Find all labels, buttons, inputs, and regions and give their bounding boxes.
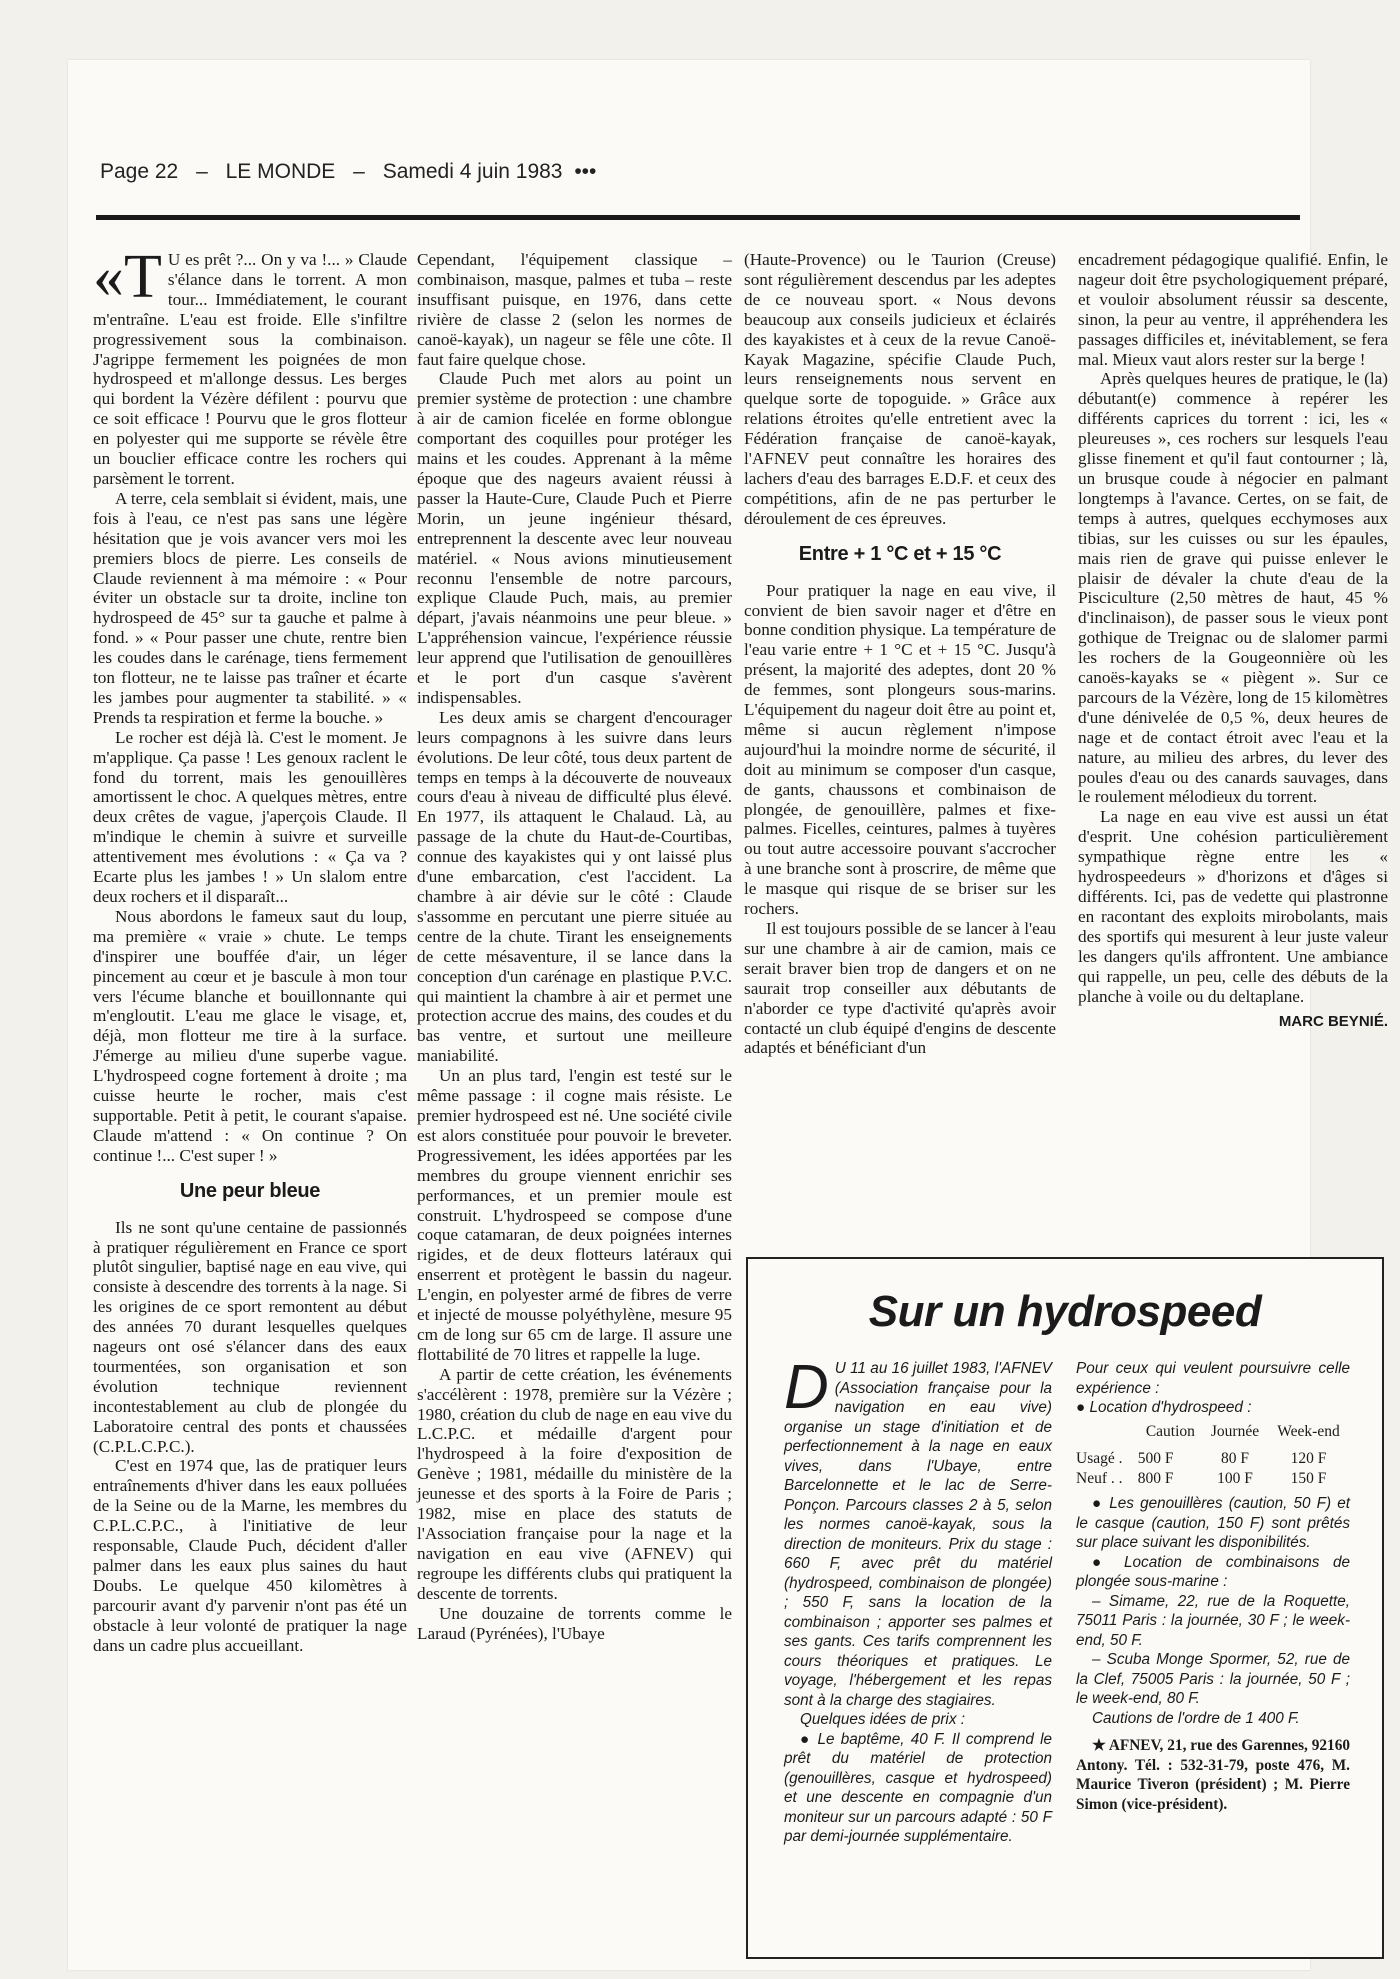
rental-price-table (1076, 1420, 1350, 1489)
article-column-2 (417, 250, 732, 1643)
subheading: Entre + 1 °C et + 15 °C (798, 542, 1002, 565)
table-cell: Neuf . . (1076, 1469, 1123, 1487)
page-header (100, 160, 1300, 184)
box-column-1 (784, 1353, 1052, 1847)
box-paragraph: – Simame, 22, rue de la Roquette, 75011 Paris : la journée, 30 F ; le week-end, 50 F. (1076, 1592, 1350, 1649)
box-paragraph: Quelques idées de prix : (800, 1711, 965, 1728)
box-paragraph: ● Le baptême, 40 F. Il comprend le prêt du matériel de protection (genouillères, casque et hydrospeed) et une descente en compagnie d'un moniteur sur un parcours adapté : 50 F par demi-journée supplémentaire. (784, 1730, 1052, 1845)
paragraph: Les deux amis se chargent d'encourager leurs compagnons à les suivre dans leurs évolutions. De leur côté, tous deux partent de temps en temps à la découverte de nouveaux cours d'eau à niveau de difficulté plus élevé. En 1977, ils attaquent le Chalaud. Là, au passage de la chute du Haut-de-Courtibas, connue des kayakistes qui y ont laissé plus d'une embarcation, c'est l'accident. La chambre à air dévie sur le côté : Claude s'assomme en percutant une pierre située au centre de la chute. Tirant les enseignements de cette mésaventure, il se lance dans la conception d'un carénage en plastique P.V.C. qui maintient la chambre à air et permet une protection accrue des mains, des coudes et du bas ventre, et surtout une meilleure maniabilité. (417, 707, 732, 1066)
table-header: Caution (1145, 1422, 1195, 1440)
table-cell: 500 F (1137, 1450, 1174, 1467)
box-paragraph: – Scuba Monge Spormer, 52, rue de la Clef, 75005 Paris : la journée, 50 F ; le week-end, 80 F. (1076, 1651, 1350, 1707)
paragraph: Après quelques heures de pratique, le (la) débutant(e) commence à repérer les différents caprices du torrent : ici, les « pleureuses », ces rochers sur lesquels l'eau glisse finement et qu'il faut contourner ; là, un brusque coude à négocier en palmant longtemps à l'avance. Certes, on se fait, de temps à autres, quelques ecchymoses aux tibias, sur les cuisses ou sur les épaules, mais rien de grave qui puisse enlever le plaisir de dévaler la chute d'eau de la Pisciculture (2,50 mètres de haut, 45 % d'inclinaison), de passer sous le vieux pont gothique de Treignac ou de slalomer parmi les rochers de la Gougeonnière où les canoës-kayaks se « piègent ». Sur ce parcours de la Vézère, long de 15 kilomètres d'une dénivelée de 0,5 %, deux heures de nage et de contact étroit avec l'eau et la nature, au milieu des arbres, du lever des poules d'eau ou des canards sauvages, dans le roulement mélodieux du torrent. (1078, 369, 1388, 807)
header-separator: – (353, 160, 365, 183)
paragraph: Claude Puch met alors au point un premier système de protection : une chambre à air de camion ficelée en forme oblongue comportant des coquilles pour protéger les mains et les coudes. Apprenant à la même époque que des nageurs avaient réussi à passer la Haute-Cure, Claude Puch et Pierre Morin, un jeune ingénieur thésard, entreprennent la descente avec leur nouveau matériel. « Nous avions minutieusement reconnu l'ensemble de notre parcours, explique Claude Puch, mais, au premier départ, j'avais néanmoins une peur bleue. » L'appréhension vaincue, l'expérience réussie leur apprend que l'utilisation de genouillères et le port d'un casque s'avèrent indispensables. (417, 369, 732, 707)
paragraph: Une douzaine de torrents comme le Laraud (Pyrénées), l'Ubaye (417, 1603, 732, 1643)
paragraph: A partir de cette création, les événements s'accélèrent : 1978, première sur la Vézère ; 1980, création du club de nage en eau vive du L.C.P.C. et médaille d'argent pour l'hydrospeed à la foire d'exposition de Genève ; 1981, médaille du ministère de la jeunesse et des sports à la Foire de Paris ; 1982, mise en place des statuts de l'Association française pour la nage et la navigation en eau vive (AFNEV) qui regroupe les différents clubs qui pratiquent la descente de torrents. (417, 1364, 732, 1603)
box-paragraph: Pour ceux qui veulent poursuivre celle expérience : (1076, 1360, 1350, 1397)
box-paragraph: ● Les genouillères (caution, 50 F) et le casque (caution, 150 F) sont prêtés sur place suivant les disponibilités. (1076, 1495, 1350, 1551)
box-paragraph: ● Location de combinaisons de plongée sous-marine : (1076, 1553, 1350, 1590)
newspaper-name: LE MONDE (225, 160, 336, 183)
header-separator: – (196, 160, 208, 183)
article-column-4 (1078, 250, 1388, 1032)
paragraph: encadrement pédagogique qualifié. Enfin, le nageur doit être psychologiquement préparé, et vouloir absolument réussir sa descente, sinon, la peur au ventre, il appréhendera les passages difficiles et, inévitablement, se fera mal. Mieux vaut alors rester sur la berge ! (1078, 250, 1388, 369)
table-cell: 80 F (1221, 1450, 1249, 1467)
table-header: Week-end (1277, 1422, 1340, 1440)
article-column-3 (744, 250, 1056, 1058)
paragraph: Cependant, l'équipement classique – combinaison, masque, palmes et tuba – reste insuffisant puisque, en 1976, dans cette rivière de classe 2 (selon les normes de canoë-kayak), un nageur se fêle une côte. Il faut faire quelque chose. (417, 250, 732, 369)
paragraph: C'est en 1974 que, las de pratiquer leurs entraînements d'hiver dans les eaux polluées de la Seine ou de la Marne, les membres du C.P.L.C.P.C., à l'initiative de leur responsable, Claude Puch, décident d'aller palmer dans les eaux plus saines du haut Doubs. Le quelque 450 kilomètres à parcourir avant d'y parvenir n'ont pas été un obstacle à leur volonté de pratiquer la nage dans un cadre plus accueillant. (93, 1456, 407, 1655)
drop-cap: D (784, 1353, 829, 1422)
box-paragraph: Cautions de l'ordre de 1 400 F. (1092, 1709, 1300, 1727)
paragraph: (Haute-Provence) ou le Taurion (Creuse) sont régulièrement descendus par les adeptes de ce nouveau sport. « Nous devons beaucoup aux conseils judicieux et éclairés des kayakistes et à ceux de la revue Canoë-Kayak Magazine, spécifie Claude Puch, leurs renseignements nous servent en quelque sorte de topoguide. » Grâce aux relations étroites qu'elle entretient avec la Fédération française de canoë-kayak, l'AFNEV peut connaître les horaires des lachers d'eau des barrages E.D.F. et ceux des compétitions, afin de ne pas perturber le déroulement de ces épreuves. (744, 250, 1056, 528)
table-cell: 800 F (1137, 1469, 1174, 1487)
paragraph: A terre, cela semblait si évident, mais, une fois à l'eau, ce n'est pas sans une légère hésitation que je vois avancer vers moi les premiers blocs de pierre. Les conseils de Claude reviennent à ma mémoire : « Pour éviter un obstacle sur ta droite, incline ton hydrospeed de 45° sur ta gauche et palme à fond. » « Pour passer une chute, rentre bien les coudes dans le carénage, tiens fermement ton flotteur, ne te laisse pas traîner et écarte les jambes pour augmenter ta stabilité. » « Prends ta respiration et ferme la bouche. » (93, 488, 407, 727)
article-column-1 (93, 243, 407, 1656)
box-paragraph: ● Location d'hydrospeed : (1076, 1399, 1252, 1416)
table-header: Journée (1210, 1422, 1260, 1440)
paragraph: Il est toujours possible de se lancer à l'eau sur une chambre à air de camion, mais ce serait braver bien trop de dangers et on ne saurait trop conseiller aux débutants de n'aborder ce type d'activité qu'après avoir contacté un club équipé d'engins de descente adaptés et bénéficiant d'un (744, 919, 1056, 1058)
page-number: Page 22 (100, 160, 179, 183)
paragraph: Pour pratiquer la nage en eau vive, il convient de bien savoir nager et d'être en bonne condition physique. La température de l'eau varie entre + 1 °C et + 15 °C. Jusqu'à présent, la majorité des adeptes, dont 20 % de femmes, sont plongeurs sous-marins. L'équipement du nageur doit être au point et, même si aucun règlement n'impose aujourd'hui la moindre norme de sécurité, il doit au minimum se composer d'un casque, de gants, chaussons et combinaison de plongée, de genouillère, palmes et fixe-palmes. Ficelles, ceintures, palmes à tuyères ou tout autre accessoire pouvant s'accrocher à une branche sont à proscrire, de même que le masque qui risque de se briser sur les rochers. (744, 580, 1056, 919)
box-title: Sur un hydrospeed (868, 1287, 1262, 1336)
table-cell: Usagé . (1076, 1450, 1123, 1467)
header-dots: ••• (574, 160, 597, 183)
drop-cap: «T (93, 243, 162, 311)
paragraph: Un an plus tard, l'engin est testé sur le même passage : il cogne mais résiste. Le premier hydrospeed est né. Une société civile est alors constituée pour pouvoir le breveter. Progressivement, les idées apportées par les membres du groupe viennent enrichir ses performances, et un premier moule est construit. L'hydrospeed se compose d'une coque catamaran, de deux poignées internes rigides, et de deux flotteurs latéraux qui enserrent et protègent le bassin du nageur. L'engin, en polyester armé de fibres de verre et injecté de mousse polyéthylène, mesure 95 cm de long sur 65 cm de large. Il assure une flottabilité de 70 litres et rappelle la luge. (417, 1066, 732, 1364)
contact-info: ★ AFNEV, 21, rue des Garennes, 92160 Antony. Tél. : 532-31-79, poste 476, M. Maurice Tiveron (président) ; M. Pierre Simon (vice-président). (1076, 1737, 1350, 1813)
table-cell: 150 F (1290, 1469, 1327, 1487)
table-cell: 120 F (1290, 1450, 1327, 1467)
paragraph: «T U es prêt ?... On y va !... » Claude s'élance dans le torrent. A mon tour... Immédiatement, le courant m'entraîne. L'eau est froide. Elle s'infiltre progressivement sous la combinaison. J'agrippe fermement les poignées de mon hydrospeed et m'allonge dessus. Les berges qui bordent la Vézère défilent : pourvu que ce soit efficace ! Pourvu que le gros flotteur en polyester qui me supporte se révèle être un bouclier efficace contre les rochers qui parsèment le torrent. (93, 243, 407, 488)
paragraph: Le rocher est déjà là. C'est le moment. Je m'applique. Ça passe ! Les genoux raclent le fond du torrent, mais les genouillères amortissent le choc. A quelques mètres, entre deux crêtes de vague, j'aperçois Claude. Il m'indique le chemin à suivre et surveille attentivement mes évolutions : « Ça va ? Ecarte plus les jambes ! » Un slalom entre deux rochers et il disparaît... (93, 727, 407, 906)
paragraph: La nage en eau vive est aussi un état d'esprit. Une cohésion particulièrement sympathique règne entre les « hydrospeedeurs » d'horizons et d'âges si différents. Ici, pas de vedette qui plastronne en racontant des exploits mirobolants, mais des sportifs qui mesurent à leur juste valeur les dangers qu'ils affrontent. Une ambiance qui rappelle, un peu, celle des débuts de la planche à voile ou du deltaplane. (1078, 807, 1388, 1006)
subheading: Une peur bleue (179, 1179, 321, 1202)
table-row (1076, 1449, 1350, 1469)
sidebar-box (746, 1257, 1384, 1959)
box-paragraph: D U 11 au 16 juillet 1983, l'AFNEV (Association française pour la navigation en eau vive) organise un stage d'initiation et de perfectionnement à la nage en eaux vives, dans l'Ubaye, entre Barcelonnette et le lac de Serre-Ponçon. Parcours classes 2 à 5, selon les normes canoë-kayak, sous la direction de moniteurs. Prix du stage : 660 F, avec prêt du matériel (hydrospeed, combinaison de plongée) ; 550 F, sans la location de la combinaison ; apporter ses palmes et ses gants. Ces tarifs comprennent les cours théoriques et pratiques. Le voyage, l'hébergement et les repas sont à la charge des stagiaires. (784, 1353, 1052, 1709)
author-signature: MARC BEYNIÉ. (1278, 1013, 1388, 1031)
table-row (1076, 1469, 1350, 1489)
table-header-row (1076, 1420, 1350, 1450)
issue-date: Samedi 4 juin 1983 (382, 160, 563, 183)
paragraph: Nous abordons le fameux saut du loup, ma première « vraie » chute. Le temps d'inspirer une bouffée d'air, un léger pincement au cœur et je bascule à mon tour vers l'écume blanche et bouillonnante qui m'engloutit. L'eau me glace le visage, et, déjà, mon flotteur me tire à la surface. J'émerge au milieu d'une superbe vague. L'hydrospeed cogne fortement à droite ; ma cuisse heurte le rocher, mais c'est supportable. Petit à petit, le courant s'apaise. Claude m'attend : « On continue ? On continue !... C'est super ! » (93, 906, 407, 1165)
header-rule (96, 215, 1300, 220)
table-cell: 100 F (1217, 1469, 1253, 1487)
table-header (1076, 1420, 1138, 1450)
paragraph: Ils ne sont qu'une centaine de passionnés à pratiquer régulièrement en France ce sport plutôt singulier, baptisé nage en eau vive, qui consiste à descendre des torrents à la nage. Si les origines de ce sport remontent au début des années 70 durant lesquelles quelques nageurs ont osé s'élancer dans des eaux tourmentées, son organisation et son évolution technique reviennent incontestablement au club de plongée du Laboratoire central des ponts et chaussées (C.P.L.C.P.C.). (93, 1217, 407, 1456)
box-column-2 (1076, 1359, 1350, 1814)
